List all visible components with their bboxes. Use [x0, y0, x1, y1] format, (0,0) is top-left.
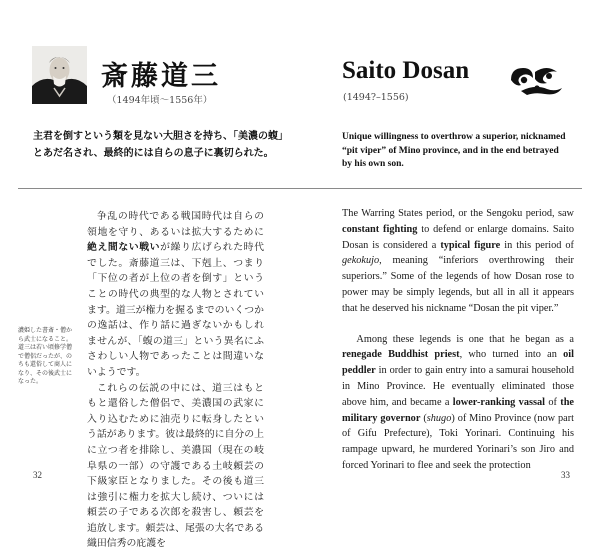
header-rule — [18, 188, 582, 189]
portrait-image — [32, 46, 87, 104]
jp-paragraph-1: 争乱の時代である戦国時代は自らの領地を守り、あるいは拡大するために絶え間ない戦いが繰り広げられた時代でした。斎藤道三は、下剋上、つまり「下位の者が上位の者を倒す」ということの時代の典型的な人物とされています。道三が権力を握るまでのいくつかの逸話は、作り話に過ぎないかもしれませんが、「蝮の道三」という異名にふさわしい人物であったことは間違いないようです。 — [87, 211, 264, 378]
jp-paragraph-2: これらの伝説の中には、道三はもともと還俗した僧侶で、美濃国の武家に入り込むために油売りに転身したという話があります。彼は最終的に自分の上に立つ者を排除し、美濃国（現在の岐阜県の一部）の守護である土岐頼芸の下級家臣となりました。その後も道三は強引に権力を拡大し続け、ついには頼芸の子である次郎を殺害し、頼芸を追放します。頼芸は、尾張の大名である織田信秀の庇護を — [87, 382, 264, 550]
en-dates: (1494?–1556) — [343, 92, 409, 103]
jp-summary: 主君を倒すという類を見ない大胆さを持ち、「美濃の蝮」とあだ名され、最終的には自らの息子に裏切られた。 — [33, 131, 283, 159]
en-body — [342, 206, 574, 489]
jp-dates: （1494年頃〜1556年） — [107, 95, 213, 106]
en-name: Saito Dosan — [342, 57, 470, 84]
jp-body — [87, 209, 264, 552]
side-note: 濃姫した書斎・僧から武士になること。道三は若い頃修学僧で僧侶だったが、のちも還俗して商人になり、その後武士になった。 — [18, 327, 73, 385]
jp-name: 斎藤道三 — [101, 61, 221, 92]
page-number-right: 33 — [561, 470, 570, 480]
en-summary: Unique willingness to overthrow a superior, nicknamed “pit viper” of Mino province, and in the end betrayed by his own son. — [342, 132, 566, 169]
family-crest-icon — [507, 64, 565, 96]
en-paragraph-2: Among these legends is one that he began as a renegade Buddhist priest, who turned into an oil peddler in order to gain entry into a samurai household in Mino Province. He eventually eliminated those above him, and became a lower-ranking vassal of the military governor (shugo) of Mino Province (now part of Gifu Prefecture), Toki Yorinari. Continuing his rampage upward, he murdered Yorinari’s son Jiro and forced Yorinari to flee and seek the protection — [342, 333, 574, 471]
page-number-left: 32 — [33, 470, 42, 480]
en-paragraph-1: The Warring States period, or the Sengoku period, saw constant fighting to defend or enlarge domains. Saito Dosan is considered a typical figure in this period of gekokujo, meaning “inferiors overthrowing their superiors.” Some of the legends of how Dosan rose to power may be simply legends, but all in all it appears that he deserved his nickname “Dosan the pit viper.” — [342, 208, 574, 314]
